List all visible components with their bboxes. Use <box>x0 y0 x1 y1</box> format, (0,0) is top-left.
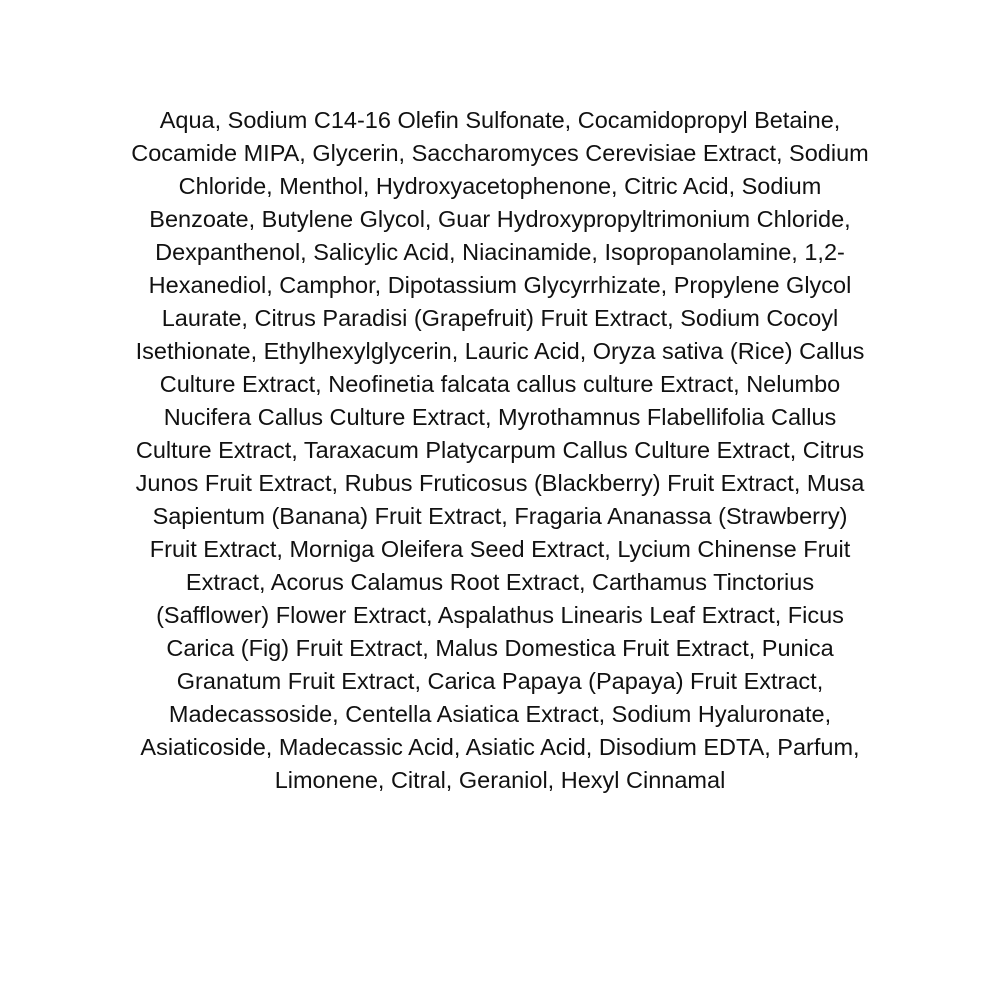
ingredients-line: Benzoate, Butylene Glycol, Guar Hydroxypropyltrimonium Chloride, <box>149 206 851 232</box>
ingredients-line: Sapientum (Banana) Fruit Extract, Fragaria Ananassa (Strawberry) <box>152 503 848 529</box>
ingredients-line: Hexanediol, Camphor, Dipotassium Glycyrrhizate, Propylene Glycol <box>148 272 852 298</box>
ingredients-line: Extract, Acorus Calamus Root Extract, Carthamus Tinctorius <box>185 569 815 595</box>
ingredients-list <box>0 104 1000 797</box>
ingredients-line: Culture Extract, Neofinetia falcata callus culture Extract, Nelumbo <box>159 371 841 397</box>
ingredients-line: Asiaticoside, Madecassic Acid, Asiatic Acid, Disodium EDTA, Parfum, <box>140 734 860 760</box>
ingredients-line: Limonene, Citral, Geraniol, Hexyl Cinnamal <box>274 767 726 793</box>
ingredients-line: Junos Fruit Extract, Rubus Fruticosus (Blackberry) Fruit Extract, Musa <box>135 470 865 496</box>
ingredients-line: Dexpanthenol, Salicylic Acid, Niacinamide, Isopropanolamine, 1,2- <box>155 239 845 265</box>
ingredients-line: Isethionate, Ethylhexylglycerin, Lauric Acid, Oryza sativa (Rice) Callus <box>135 338 865 364</box>
ingredients-line: Laurate, Citrus Paradisi (Grapefruit) Fruit Extract, Sodium Cocoyl <box>161 305 839 331</box>
ingredients-line: Culture Extract, Taraxacum Platycarpum Callus Culture Extract, Citrus <box>135 437 865 463</box>
ingredients-line: Nucifera Callus Culture Extract, Myrothamnus Flabellifolia Callus <box>163 404 837 430</box>
ingredients-line: Madecassoside, Centella Asiatica Extract, Sodium Hyaluronate, <box>168 701 832 727</box>
ingredients-line: Cocamide MIPA, Glycerin, Saccharomyces Cerevisiae Extract, Sodium <box>131 140 869 166</box>
ingredients-line: Granatum Fruit Extract, Carica Papaya (Papaya) Fruit Extract, <box>176 668 824 694</box>
ingredients-line: Chloride, Menthol, Hydroxyacetophenone, Citric Acid, Sodium <box>178 173 822 199</box>
ingredients-line: Aqua, Sodium C14-16 Olefin Sulfonate, Cocamidopropyl Betaine, <box>159 107 841 133</box>
ingredients-line: Fruit Extract, Morniga Oleifera Seed Extract, Lycium Chinense Fruit <box>149 536 851 562</box>
ingredients-line: Carica (Fig) Fruit Extract, Malus Domestica Fruit Extract, Punica <box>166 635 834 661</box>
ingredients-line: (Safflower) Flower Extract, Aspalathus Linearis Leaf Extract, Ficus <box>156 602 844 628</box>
